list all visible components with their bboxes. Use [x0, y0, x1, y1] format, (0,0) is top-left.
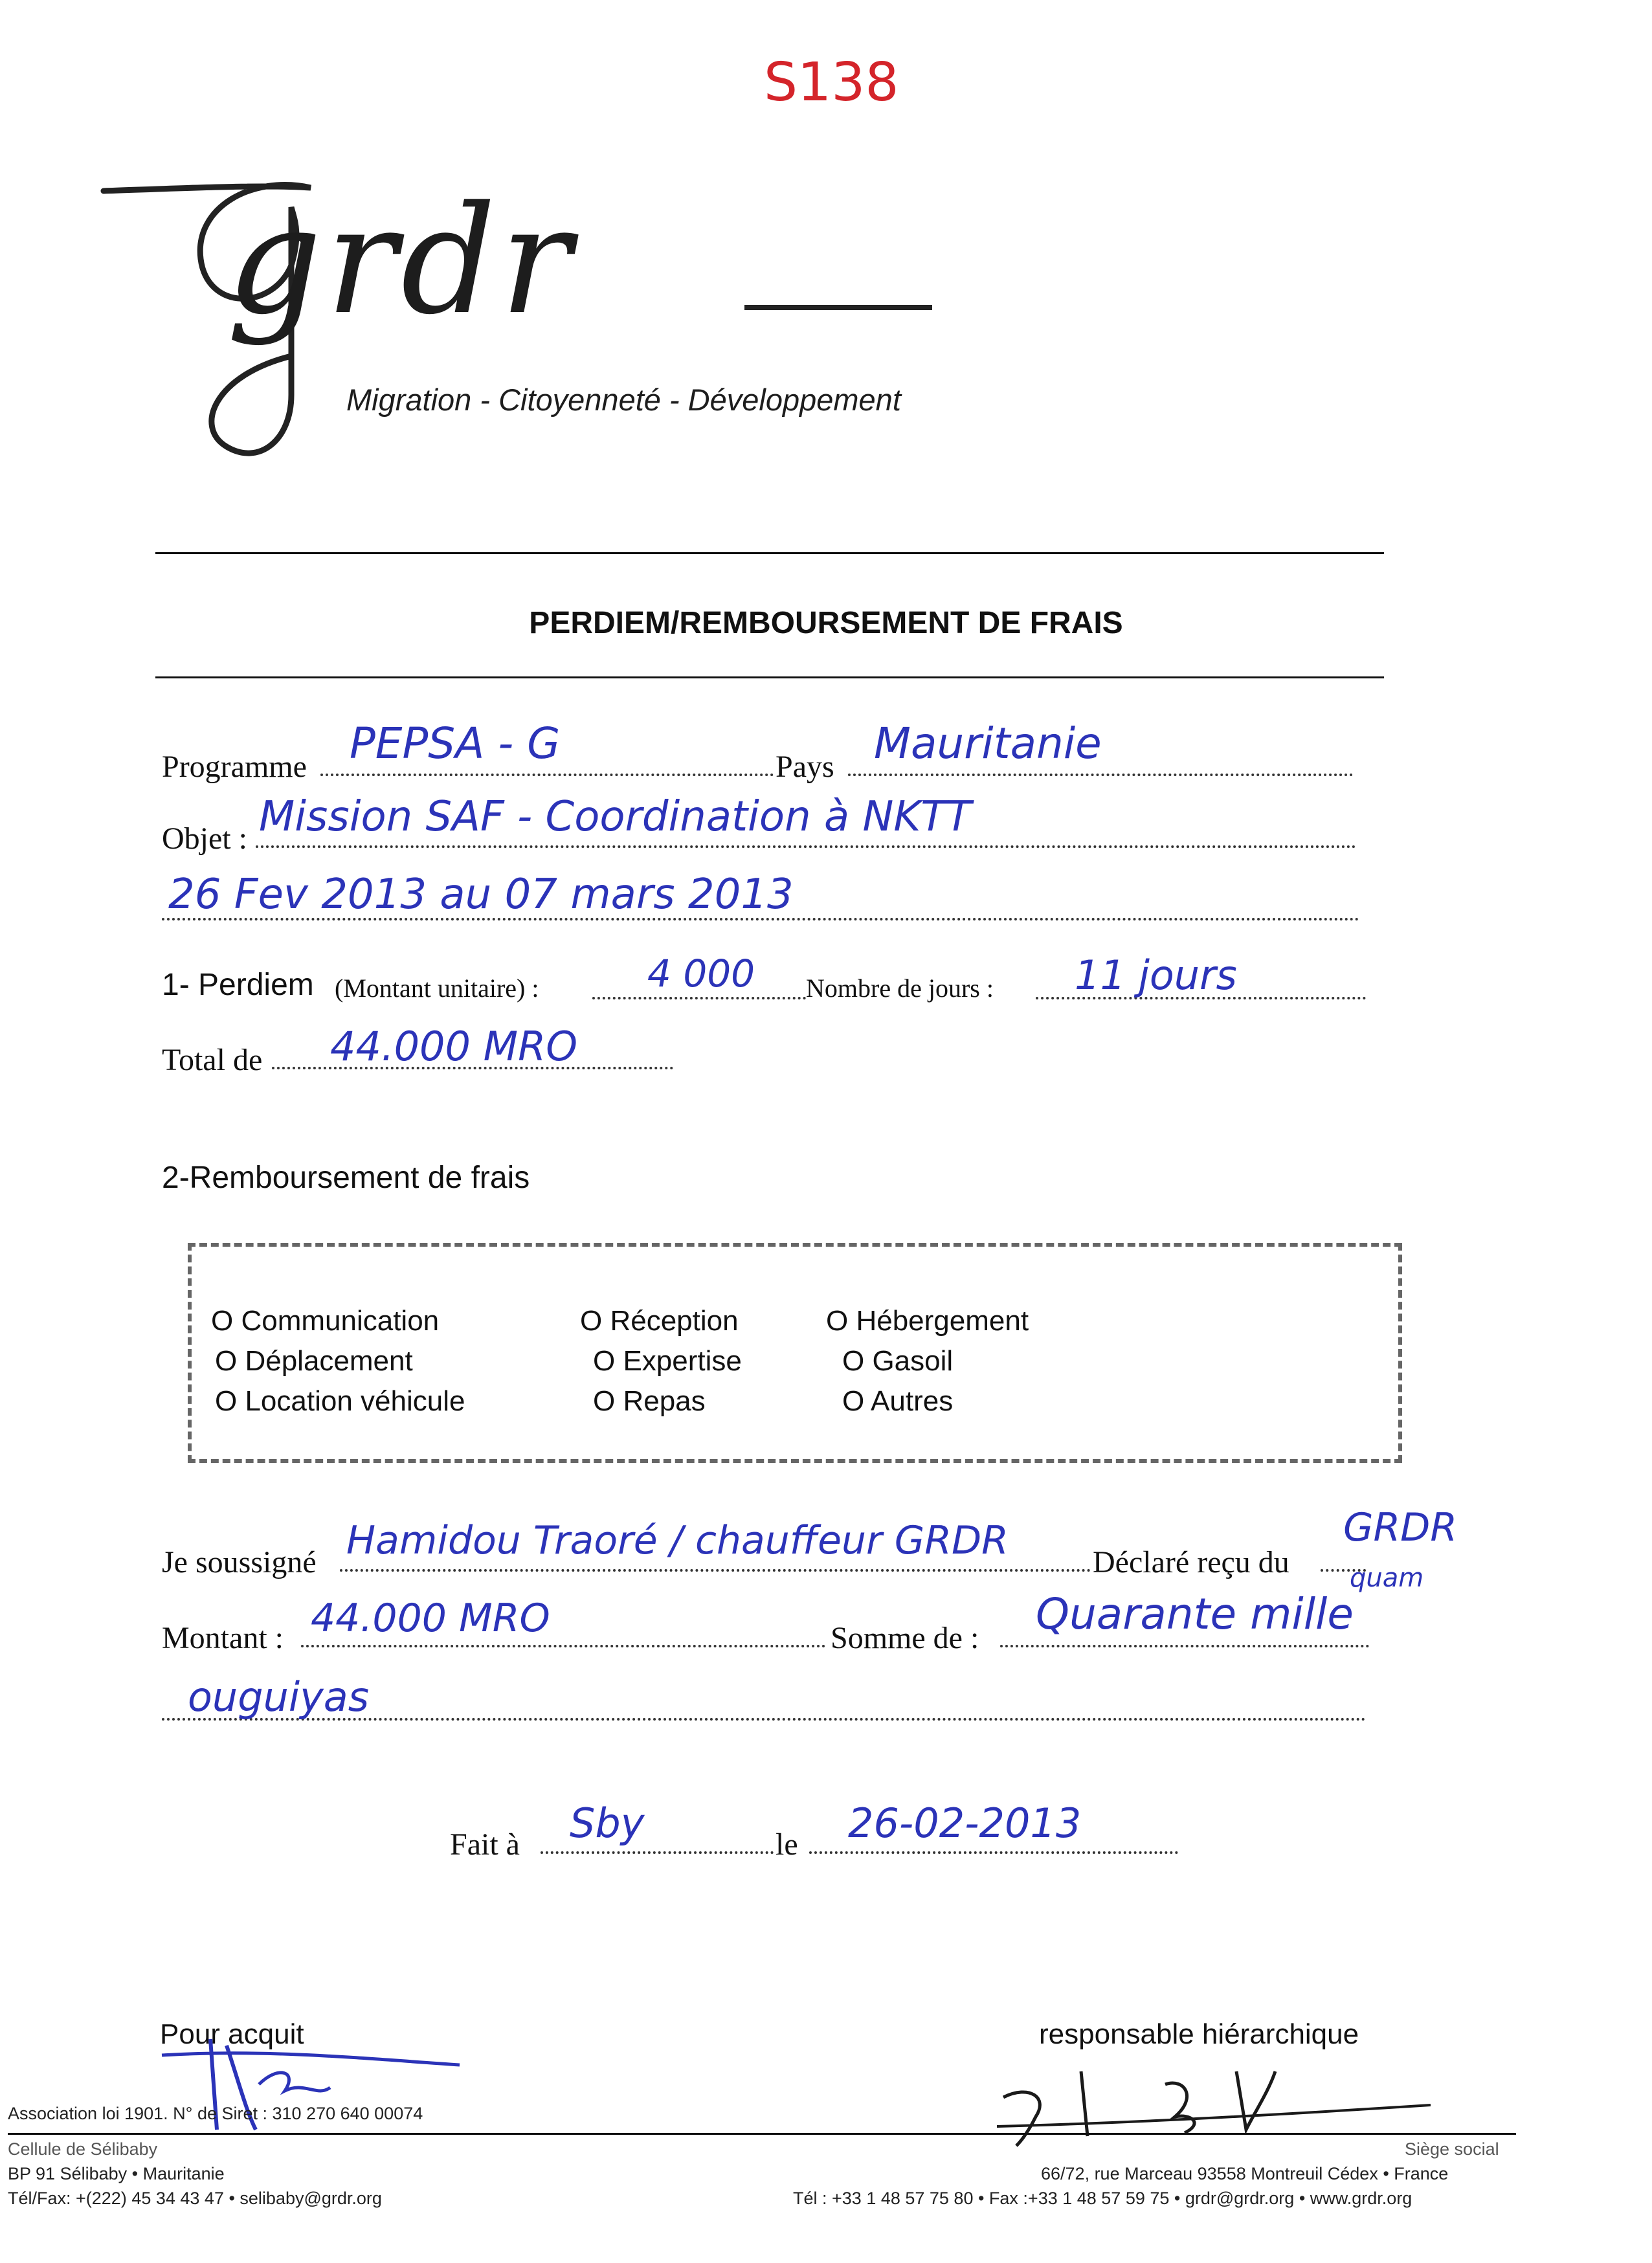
pays-label: Pays: [776, 750, 834, 784]
footer-bp: BP 91 Sélibaby • Mauritanie: [8, 2164, 225, 2183]
somme-dots: [1000, 1645, 1369, 1647]
fait-label: Fait à: [450, 1827, 520, 1862]
footer-tel-left: Tél/Fax: +(222) 45 34 43 47 • selibaby@grdr.org: [8, 2189, 382, 2208]
footer-address: 66/72, rue Marceau 93558 Montreuil Cédex • France: [1041, 2164, 1449, 2183]
somme-label: Somme de :: [831, 1621, 979, 1655]
montant-dots: [301, 1645, 825, 1647]
somme-value-line-2: ouguiyas: [188, 1673, 370, 1721]
objet-dots-1: [256, 845, 1356, 848]
declare-value-extra: quam: [1350, 1563, 1424, 1593]
programme-value: PEPSA - G: [350, 719, 561, 768]
option-autres[interactable]: O Autres: [842, 1385, 954, 1417]
footer-siege: Siège social: [1405, 2139, 1499, 2159]
form-title: PERDIEM/REMBOURSEMENT DE FRAIS: [529, 606, 1123, 640]
le-value: 26-02-2013: [848, 1800, 1082, 1847]
objet-value-line-2: 26 Fev 2013 au 07 mars 2013: [168, 871, 794, 919]
title-top-rule: [155, 552, 1384, 554]
le-dots: [809, 1851, 1178, 1854]
total-label: Total de: [162, 1043, 263, 1077]
declare-value: GRDR: [1343, 1505, 1458, 1550]
option-hebergement[interactable]: O Hébergement: [826, 1305, 1029, 1337]
right-signature-drawing: [990, 2058, 1444, 2149]
soussigne-dots: [340, 1569, 1091, 1572]
le-label: le: [776, 1827, 798, 1862]
total-value: 44.000 MRO: [330, 1023, 578, 1070]
responsable-label: responsable hiérarchique: [1039, 2018, 1359, 2050]
option-gasoil[interactable]: O Gasoil: [842, 1345, 954, 1377]
footer-rule: [8, 2133, 1516, 2135]
footer-association: Association loi 1901. N° de Siret : 310 270 640 00074: [8, 2104, 423, 2123]
right-signature: [990, 2058, 1444, 2149]
reference-number: S138: [764, 52, 899, 113]
remboursement-box: [188, 1243, 1402, 1463]
option-repas[interactable]: O Repas: [593, 1385, 706, 1417]
pays-value: Mauritanie: [874, 719, 1102, 768]
montant-value: 44.000 MRO: [311, 1596, 550, 1641]
option-location-vehicule[interactable]: O Location véhicule: [215, 1385, 465, 1417]
declare-label: Déclaré reçu du: [1093, 1545, 1289, 1579]
perdiem-days-label: Nombre de jours :: [806, 974, 994, 1003]
grdr-logo: [97, 162, 939, 498]
fait-dots: [541, 1851, 774, 1854]
logo-wordmark: grdr: [227, 175, 575, 348]
footer-cellule: Cellule de Sélibaby: [8, 2139, 158, 2159]
programme-label: Programme: [162, 750, 307, 784]
option-expertise[interactable]: O Expertise: [593, 1345, 742, 1377]
somme-value: Quarante mille: [1036, 1589, 1354, 1639]
fait-value: Sby: [570, 1800, 645, 1847]
pays-dots: [848, 774, 1353, 776]
option-communication[interactable]: O Communication: [211, 1305, 440, 1337]
perdiem-unit-dots: [592, 997, 806, 999]
perdiem-heading: 1- Perdiem: [162, 968, 314, 1002]
remboursement-heading: 2-Remboursement de frais: [162, 1161, 530, 1195]
option-reception[interactable]: O Réception: [580, 1305, 739, 1337]
perdiem-unit-value: 4 000: [647, 952, 755, 996]
perdiem-days-value: 11 jours: [1075, 952, 1237, 999]
pour-acquit-label: Pour acquit: [160, 2018, 304, 2050]
montant-label: Montant :: [162, 1621, 284, 1655]
soussigne-label: Je soussigné: [162, 1545, 317, 1579]
footer-tel-right: Tél : +33 1 48 57 75 80 • Fax :+33 1 48 57 59 75 • grdr@grdr.org • www.grdr.org: [793, 2189, 1412, 2208]
logo-tagline: Migration - Citoyenneté - Développement: [346, 383, 901, 417]
objet-value-line-1: Mission SAF - Coordination à NKTT: [259, 793, 972, 841]
objet-label: Objet :: [162, 821, 247, 856]
title-bottom-rule: [155, 676, 1384, 678]
perdiem-unit-label: (Montant unitaire) :: [335, 974, 539, 1003]
programme-dots: [320, 774, 774, 776]
option-deplacement[interactable]: O Déplacement: [215, 1345, 413, 1377]
soussigne-value: Hamidou Traoré / chauffeur GRDR: [346, 1518, 1009, 1563]
